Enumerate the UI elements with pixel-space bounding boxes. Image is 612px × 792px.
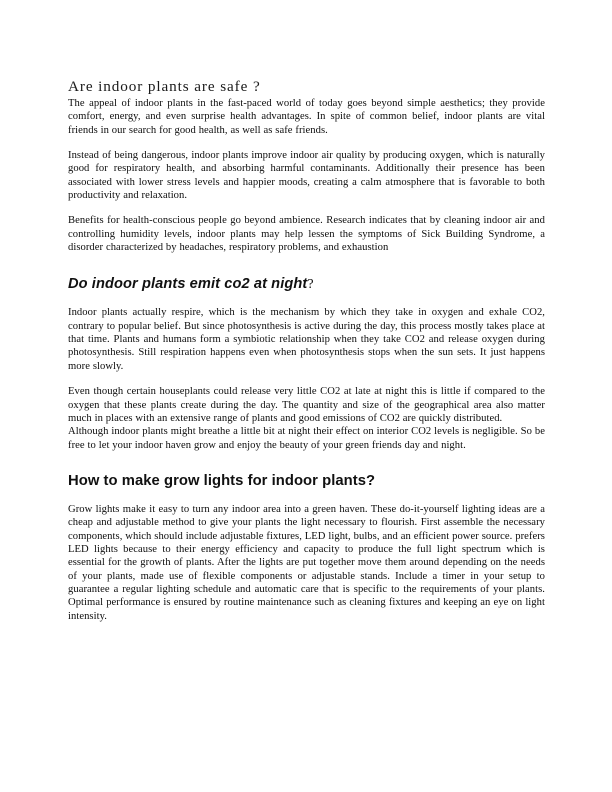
section-spacer	[68, 254, 545, 275]
paragraph-indoor-plants-respire: Indoor plants actually respire, which is the mechanism by which they take in oxygen and exhale CO2, contrary to popular belief. But since photosynthesis is active during the day, this process mostly takes place at that time. Plants and humans form a symbiotic relationship when they take CO2 and release oxygen during photosynthesis. Still respiration happens even when photosynthesis stops when the sun sets. It just happens more slowly.	[68, 307, 545, 372]
heading-spacer	[68, 491, 545, 503]
document-text-body	[68, 78, 545, 623]
paragraph-negligible-co2-effect: Although indoor plants might breathe a little bit at night their effect on interior CO2 levels is negligible. So be free to let your indoor haven grow and enjoy the beauty of your green friends day and night.	[68, 426, 545, 451]
paragraph-benefits-health-conscious: Benefits for health-conscious people go beyond ambience. Research indicates that by cleaning indoor air and controlling humidity levels, indoor plants may help lessen the symptoms of Sick Building Syndrome, a disorder characterized by headaches, respiratory problems, and exhaustion	[68, 215, 545, 254]
paragraph-spacer	[68, 373, 545, 385]
paragraph-appeal-of-indoor-plants: The appeal of indoor plants in the fast-paced world of today goes beyond simple aesthetics; they provide comfort, energy, and even surprise health advantages. In spite of common belief, indoor plants are vital friends in our search for good health, as well as safe friends.	[68, 98, 545, 136]
paragraph-spacer	[68, 137, 545, 149]
section-spacer	[68, 452, 545, 472]
paragraph-grow-lights-diy: Grow lights make it easy to turn any indoor area into a green haven. These do-it-yourself lighting ideas are a cheap and adjustable method to give your plants the light necessary to flourish. First assemble the necessary components, which should include adjustable fixtures, LED light, bulbs, and an efficient power source. prefers LED lights because to their energy efficiency and capacity to produce the full light spectrum which is essential for the growth of plants. After the lights are put together move them around depending on the needs of your plants, made use of flexible components or adjustable stands. Include a timer in your setup to guarantee a regular lighting schedule and automatic care that is specific to the requirements of your plants. Optimal performance is ensured by routine maintenance such as cleaning fixtures and keeping an eye on light intensity.	[68, 503, 545, 622]
heading-spacer	[68, 294, 545, 306]
heading-question-mark: ?	[307, 277, 314, 293]
paragraph-spacer	[68, 202, 545, 214]
section-heading-indoor-plants-safe: Are indoor plants are safe ?	[68, 78, 261, 95]
heading-text: Do indoor plants emit co2 at night	[68, 276, 308, 293]
paragraph-houseplants-release-co2: Even though certain houseplants could release very little CO2 at late at night this is little if compared to the oxygen that these plants create during the day. The quantity and size of the geographical area also matter much in places with an extensive range of plants and good emissions of CO2 are quickly distributed.	[68, 386, 545, 424]
section-heading-co2-at-night	[68, 275, 545, 294]
section-heading-how-to-make-grow-lights: How to make grow lights for indoor plants?	[68, 472, 376, 489]
paragraph-instead-of-being-dangerous: Instead of being dangerous, indoor plants improve indoor air quality by producing oxygen, which is naturally good for respiratory health, and absorbing harmful contaminants. Additionally their presence has been associated with lower stress levels and happier moods, creating a calm atmosphere that is favorable to both productivity and relaxation.	[68, 150, 545, 202]
